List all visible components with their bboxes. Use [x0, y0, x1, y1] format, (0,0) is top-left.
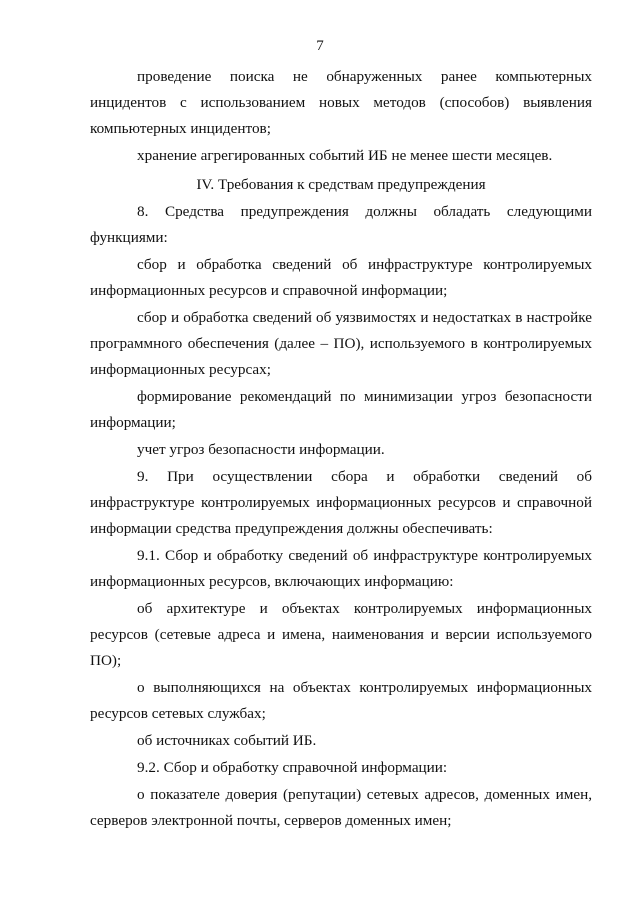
paragraph-storage-events: хранение агрегированных событий ИБ не менее шести месяцев. — [137, 147, 553, 164]
paragraph-architecture: об архитектуре и объектах контролируемых информационных ресурсов (сетевые адреса и имена, наименования и версии используемого ПО); — [90, 600, 592, 669]
paragraph-item-9-1: 9.1. Сбор и обработку сведений об инфраструктуре контролируемых информационных ресурсов, включающих информацию: — [90, 547, 592, 590]
paragraph-reputation: о показателе доверия (репутации) сетевых адресов, доменных имен, серверов электронной почты, серверов доменных имен; — [90, 786, 592, 829]
paragraph-threat-accounting: учет угроз безопасности информации. — [137, 441, 385, 458]
paragraph-recommendations: формирование рекомендаций по минимизации угроз безопасности информации; — [90, 388, 592, 431]
section-heading: IV. Требования к средствам предупреждения — [196, 176, 486, 193]
paragraph-network-services: о выполняющихся на объектах контролируемых информационных ресурсов сетевых службах; — [90, 679, 592, 722]
paragraph-infrastructure-collection: сбор и обработка сведений об инфраструктуре контролируемых информационных ресурсов и справочной информации; — [90, 256, 592, 299]
paragraph-item-9: 9. При осуществлении сбора и обработки сведений об инфраструктуре контролируемых информационных ресурсов и справочной информации средства предупреждения должны обеспечивать: — [90, 468, 592, 537]
paragraph-item-9-2: 9.2. Сбор и обработку справочной информации: — [137, 759, 448, 776]
paragraph-item-8: 8. Средства предупреждения должны обладать следующими функциями: — [90, 203, 592, 246]
paragraph-event-sources: об источниках событий ИБ. — [137, 732, 317, 749]
paragraph-search-incidents: проведение поиска не обнаруженных ранее компьютерных инцидентов с использованием новых методов (способов) выявления компьютерных инцидентов; — [90, 68, 592, 137]
paragraph-vulnerabilities-collection: сбор и обработка сведений об уязвимостях и недостатках в настройке программного обеспечения (далее – ПО), используемого в контролируемых информационных ресурсах; — [90, 309, 592, 378]
page-number: 7 — [316, 38, 324, 54]
document-body — [90, 64, 592, 834]
